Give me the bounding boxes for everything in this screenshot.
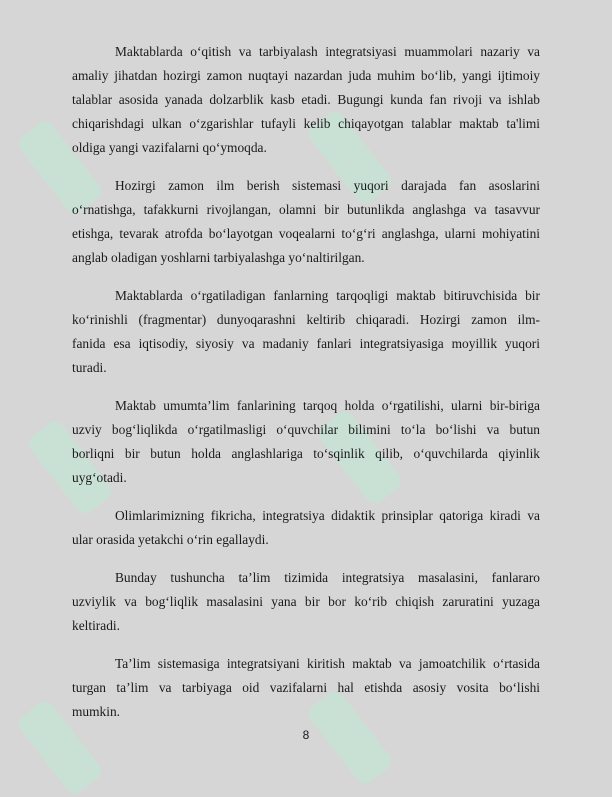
text-line: Maktablarda o‘rgatiladigan fanlarning tarqoqligi maktab bitiruvchisida bir (115, 288, 540, 303)
text-line: borliqni bir butun holda anglashlariga to‘sqinlik qilib, o‘quvchilarda qiyinlik (72, 446, 540, 461)
text-line: fanida esa iqtisodiy, siyosiy va madaniy fanlari integratsiyasiga moyillik yuqori (72, 336, 540, 351)
text-line: uzviy bog‘liqlikda o‘rgatilmasligi o‘quvchilar bilimini to‘la bo‘lishi va butun (72, 422, 540, 437)
text-line: turadi. (72, 360, 107, 375)
paragraph (72, 40, 540, 160)
paragraph (72, 566, 540, 638)
paragraph (72, 652, 540, 724)
text-line: o‘rnatishga, tafakkurni rivojlangan, olamni bir butunlikda anglashga va tasavvur (72, 202, 540, 217)
text-line: etishga, tevarak atrofda bo‘layotgan voqealarni to‘g‘ri anglashga, ularni mohiyatini (72, 226, 540, 241)
text-line: uyg‘otadi. (72, 470, 127, 485)
text-line: anglab oladigan yoshlarni tarbiyalashga yo‘naltirilgan. (72, 250, 365, 265)
text-line: Hozirgi zamon ilm berish sistemasi yuqori darajada fan asoslarini (115, 178, 540, 193)
document-body (72, 40, 540, 738)
text-line: keltiradi. (72, 618, 120, 633)
text-line: talablar asosida yanada dolzarblik kasb etadi. Bugungi kunda fan rivoji va ishlab (72, 92, 540, 107)
paragraph (72, 504, 540, 552)
text-line: Olimlarimizning fikricha, integratsiya didaktik prinsiplar qatoriga kiradi va (115, 508, 540, 523)
text-line: oldiga yangi vazifalarni qo‘ymoqda. (72, 140, 267, 155)
text-line: ular orasida yetakchi o‘rin egallaydi. (72, 532, 269, 547)
paragraph (72, 394, 540, 490)
text-line: Maktablarda o‘qitish va tarbiyalash integratsiyasi muammolari nazariy va (115, 44, 540, 59)
text-line: Maktab umumta’lim fanlarining tarqoq holda o‘rgatilishi, ularni bir-biriga (115, 398, 540, 413)
text-line: Bunday tushuncha ta’lim tizimida integratsiya masalasini, fanlararo (115, 570, 540, 585)
text-line: uzviylik va bog‘liqlik masalasini yana bir bor ko‘rib chiqish zaruratini yuzaga (72, 594, 540, 609)
text-line: mumkin. (72, 704, 120, 719)
paragraph (72, 284, 540, 380)
page-number: 8 (302, 728, 310, 742)
text-line: ko‘rinishli (fragmentar) dunyoqarashni keltirib chiqaradi. Hozirgi zamon ilm- (72, 312, 540, 327)
paragraph (72, 174, 540, 270)
text-line: amaliy jihatdan hozirgi zamon nuqtayi nazardan juda muhim bo‘lib, yangi ijtimoiy (72, 68, 540, 83)
text-line: chiqarishdagi ulkan o‘zgarishlar tufayli kelib chiqayotgan talablar maktab ta'limi (72, 116, 540, 131)
text-line: turgan ta’lim va tarbiyaga oid vazifalarni hal etishda asosiy vosita bo‘lishi (72, 680, 540, 695)
text-line: Ta’lim sistemasiga integratsiyani kiritish maktab va jamoatchilik o‘rtasida (115, 656, 540, 671)
